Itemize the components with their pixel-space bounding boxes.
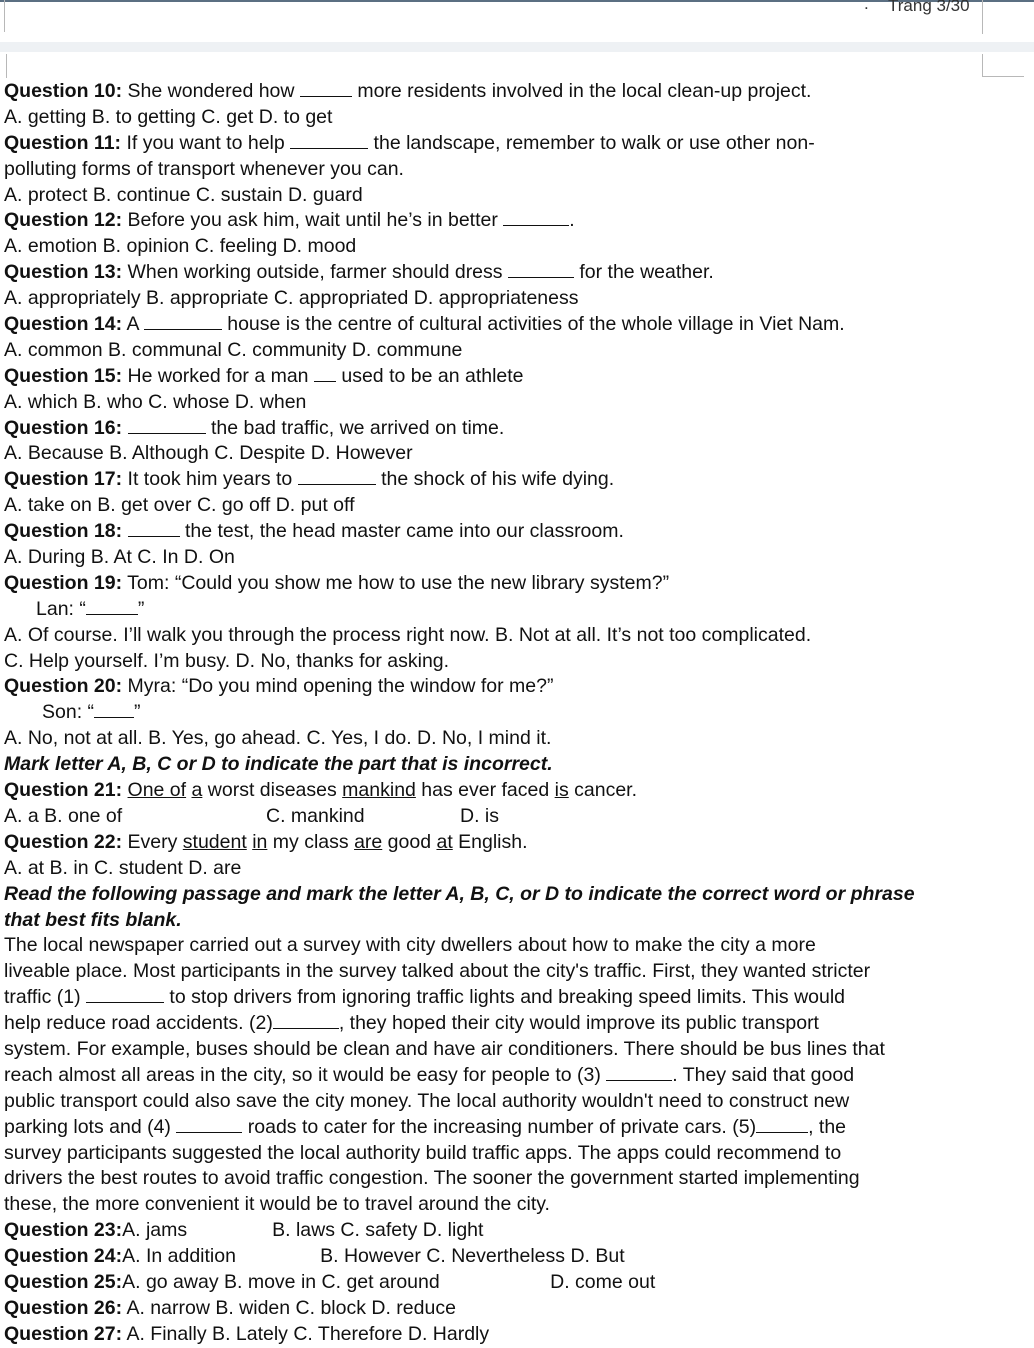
question-11-options: A. protect B. continue C. sustain D. guard bbox=[4, 183, 363, 206]
page-header bbox=[0, 0, 1034, 46]
passage-line-8: parking lots and (4) roads to cater for the increasing number of private cars. (5) , the bbox=[4, 1115, 847, 1138]
page-gap bbox=[0, 42, 1034, 52]
page-dot: . bbox=[864, 0, 869, 13]
section-heading-passage-2: that best fits blank. bbox=[4, 908, 182, 931]
question-21-options: A. a B. one of C. mankind D. is bbox=[4, 804, 499, 827]
passage-line-9: survey participants suggested the local authority build traffic apps. The apps could recommend to bbox=[4, 1141, 842, 1164]
passage-line-4: help reduce road accidents. (2) , they hoped their city would improve its public transport bbox=[4, 1012, 819, 1035]
passage-line-3: traffic (1) to stop drivers from ignoring traffic lights and breaking speed limits. This would bbox=[4, 986, 846, 1009]
passage-line-6: reach almost all areas in the city, so it would be easy for people to (3) . They said that good bbox=[4, 1063, 855, 1086]
answer-blank bbox=[273, 1012, 339, 1029]
question-20-reply: Son: “ ” bbox=[42, 701, 141, 724]
question-20-options: A. No, not at all. B. Yes, go ahead. C. Yes, I do. D. No, I mind it. bbox=[4, 727, 552, 750]
question-27: Question 27: A. Finally B. Lately C. Therefore D. Hardly bbox=[4, 1322, 490, 1345]
underlined-part-in: in bbox=[252, 830, 268, 853]
question-13: Question 13: When working outside, farmer should dress for the weather. bbox=[4, 261, 714, 284]
question-10: Question 10: She wondered how more residents involved in the local clean-up project. bbox=[4, 80, 812, 102]
question-19-reply: Lan: “ ” bbox=[36, 597, 145, 620]
question-16-options: A. Because B. Although C. Despite D. However bbox=[4, 442, 413, 465]
answer-blank bbox=[128, 417, 206, 434]
answer-blank bbox=[503, 209, 569, 226]
section-heading-incorrect-part: Mark letter A, B, C or D to indicate the part that is incorrect. bbox=[4, 753, 553, 776]
page-number-label: Trang 3/30 bbox=[888, 0, 970, 15]
question-15: Question 15: He worked for a man used to be an athlete bbox=[4, 364, 524, 387]
question-21: Question 21: One of a worst diseases mankind has ever faced is cancer. bbox=[4, 779, 638, 802]
answer-blank bbox=[176, 1116, 242, 1133]
underlined-part-are: are bbox=[354, 830, 383, 853]
worksheet-content bbox=[4, 79, 1030, 1348]
answer-blank bbox=[300, 80, 352, 97]
header-left-rule bbox=[4, 0, 5, 32]
section-heading-passage-1: Read the following passage and mark the letter A, B, C, or D to indicate the correct word or phrase bbox=[4, 882, 915, 905]
header-right-rule bbox=[982, 0, 983, 34]
question-11: Question 11: If you want to help the landscape, remember to walk or use other non- bbox=[4, 131, 815, 154]
question-18-options: A. During B. At C. In D. On bbox=[4, 546, 235, 569]
answer-blank bbox=[298, 468, 376, 485]
question-12-options: A. emotion B. opinion C. feeling D. mood bbox=[4, 235, 357, 258]
passage-line-5: system. For example, buses should be clean and have air conditioners. There should be bus lines that bbox=[4, 1037, 885, 1060]
question-25: Question 25:A. go away B. move in C. get around D. come out bbox=[4, 1270, 656, 1293]
question-12: Question 12: Before you ask him, wait until he’s in better . bbox=[4, 209, 575, 232]
question-23: Question 23:A. jams B. laws C. safety D. light bbox=[4, 1219, 484, 1242]
underlined-part-d: is bbox=[554, 779, 569, 802]
answer-blank bbox=[314, 365, 336, 382]
question-18: Question 18: the test, the head master came into our classroom. bbox=[4, 520, 624, 543]
answer-blank bbox=[508, 261, 574, 278]
question-22: Question 22: Every student in my class are good at English. bbox=[4, 830, 528, 853]
passage-line-11: these, the more convenient it would be to travel around the city. bbox=[4, 1193, 550, 1216]
question-20: Question 20: Myra: “Do you mind opening the window for me?” bbox=[4, 675, 554, 698]
question-15-options: A. which B. who C. whose D. when bbox=[4, 390, 307, 413]
header-top-border bbox=[0, 0, 1034, 2]
passage-line-2: liveable place. Most participants in the survey talked about the city's traffic. First, they wanted stricter bbox=[4, 960, 871, 983]
question-19-options-2: C. Help yourself. I’m busy. D. No, thanks for asking. bbox=[4, 649, 450, 672]
page-right-corner-h bbox=[982, 76, 1024, 77]
question-17-options: A. take on B. get over C. go off D. put off bbox=[4, 494, 355, 517]
passage-line-10: drivers the best routes to avoid traffic congestion. The sooner the government started implementing bbox=[4, 1167, 860, 1190]
underlined-part-c: mankind bbox=[342, 779, 416, 802]
question-13-options: A. appropriately B. appropriate C. appropriated D. appropriateness bbox=[4, 287, 579, 310]
question-14-options: A. common B. communal C. community D. commune bbox=[4, 338, 463, 361]
answer-blank bbox=[756, 1116, 808, 1133]
answer-blank bbox=[94, 701, 134, 718]
answer-blank bbox=[86, 598, 138, 615]
question-14: Question 14: A house is the centre of cultural activities of the whole village in Viet Nam. bbox=[4, 313, 845, 336]
page-left-corner bbox=[6, 54, 7, 78]
question-22-options: A. at B. in C. student D. are bbox=[4, 856, 242, 879]
passage-line-1: The local newspaper carried out a survey with city dwellers about how to make the city a more bbox=[4, 934, 816, 957]
question-26: Question 26: A. narrow B. widen C. block D. reduce bbox=[4, 1296, 456, 1319]
question-16: Question 16: the bad traffic, we arrived on time. bbox=[4, 416, 505, 439]
answer-blank bbox=[290, 132, 368, 149]
question-10-options: A. getting B. to getting C. get D. to get bbox=[4, 105, 333, 128]
underlined-part-b: a bbox=[191, 779, 203, 802]
underlined-part-at: at bbox=[436, 830, 453, 853]
answer-blank bbox=[86, 986, 164, 1003]
question-11-continued: polluting forms of transport whenever you can. bbox=[4, 157, 404, 180]
answer-blank bbox=[144, 313, 222, 330]
answer-blank bbox=[606, 1064, 672, 1081]
underlined-part-a: One of bbox=[127, 779, 187, 802]
question-24: Question 24:A. In addition B. However C. Nevertheless D. But bbox=[4, 1245, 625, 1268]
underlined-part-student: student bbox=[182, 830, 247, 853]
question-19-options-1: A. Of course. I’ll walk you through the process right now. B. Not at all. It’s not too complicated. bbox=[4, 623, 812, 646]
passage-line-7: public transport could also save the city money. The local authority wouldn't need to construct new bbox=[4, 1089, 850, 1112]
page-right-corner-v bbox=[982, 54, 983, 76]
question-19: Question 19: Tom: “Could you show me how to use the new library system?” bbox=[4, 571, 670, 594]
question-17: Question 17: It took him years to the shock of his wife dying. bbox=[4, 468, 615, 491]
answer-blank bbox=[128, 520, 180, 537]
